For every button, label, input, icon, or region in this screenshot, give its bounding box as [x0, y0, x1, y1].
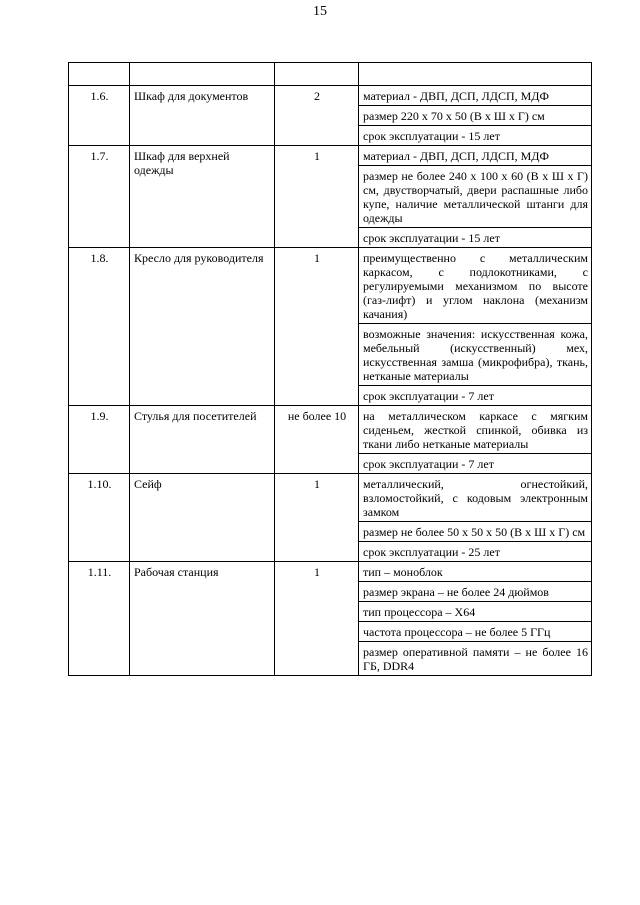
item-spec: размер оперативной памяти – не более 16 ГБ, DDR4: [359, 642, 592, 676]
item-spec: материал - ДВП, ДСП, ЛДСП, МДФ: [359, 86, 592, 106]
table-row: [69, 474, 592, 522]
item-spec: возможные значения: искусственная кожа, мебельный (искусственный) мех, искусственная замша (микрофибра), ткань, нетканые материалы: [359, 324, 592, 386]
item-spec: тип – моноблок: [359, 562, 592, 582]
item-spec: размер экрана – не более 24 дюймов: [359, 582, 592, 602]
item-spec: металлический, огнестойкий, взломостойкий, с кодовым электронным замком: [359, 474, 592, 522]
item-name: Стулья для посетителей: [130, 406, 275, 474]
header-cell: [69, 63, 130, 86]
item-spec: размер 220 х 70 х 50 (В х Ш х Г) см: [359, 106, 592, 126]
item-number: 1.6.: [69, 86, 130, 146]
item-spec: срок эксплуатации - 25 лет: [359, 542, 592, 562]
item-quantity: 1: [275, 146, 359, 248]
page-number: 15: [313, 4, 327, 19]
item-spec: срок эксплуатации - 15 лет: [359, 126, 592, 146]
item-spec: на металлическом каркасе с мягким сиденьем, жесткой спинкой, обивка из ткани либо нетканые материалы: [359, 406, 592, 454]
requirements-table: [68, 62, 592, 676]
item-spec: материал - ДВП, ДСП, ЛДСП, МДФ: [359, 146, 592, 166]
item-quantity: 1: [275, 474, 359, 562]
item-spec: размер не более 240 х 100 х 60 (В х Ш х Г) см, двустворчатый, двери распашные либо купе, наличие металлической штанги для одежды: [359, 166, 592, 228]
table-row: [69, 406, 592, 454]
item-quantity: не более 10: [275, 406, 359, 474]
table-row: [69, 248, 592, 324]
item-spec: тип процессора – X64: [359, 602, 592, 622]
item-quantity: 1: [275, 248, 359, 406]
table-row: [69, 86, 592, 106]
item-spec: срок эксплуатации - 15 лет: [359, 228, 592, 248]
item-spec: срок эксплуатации - 7 лет: [359, 454, 592, 474]
item-quantity: 1: [275, 562, 359, 676]
table-header-row: [69, 63, 592, 86]
table-row: [69, 146, 592, 166]
item-quantity: 2: [275, 86, 359, 146]
item-name: Шкаф для верхней одежды: [130, 146, 275, 248]
item-name: Кресло для руководителя: [130, 248, 275, 406]
header-cell: [275, 63, 359, 86]
item-spec: размер не более 50 х 50 х 50 (В х Ш х Г) см: [359, 522, 592, 542]
item-number: 1.7.: [69, 146, 130, 248]
item-number: 1.10.: [69, 474, 130, 562]
header-cell: [130, 63, 275, 86]
item-number: 1.11.: [69, 562, 130, 676]
item-number: 1.8.: [69, 248, 130, 406]
item-name: Сейф: [130, 474, 275, 562]
item-name: Шкаф для документов: [130, 86, 275, 146]
header-cell: [359, 63, 592, 86]
table-row: [69, 562, 592, 582]
item-spec: частота процессора – не более 5 ГГц: [359, 622, 592, 642]
item-spec: преимущественно с металлическим каркасом, с подлокотниками, с регулируемыми механизмом по высоте (газ-лифт) и углом наклона (механизм качания): [359, 248, 592, 324]
item-spec: срок эксплуатации - 7 лет: [359, 386, 592, 406]
item-name: Рабочая станция: [130, 562, 275, 676]
item-number: 1.9.: [69, 406, 130, 474]
